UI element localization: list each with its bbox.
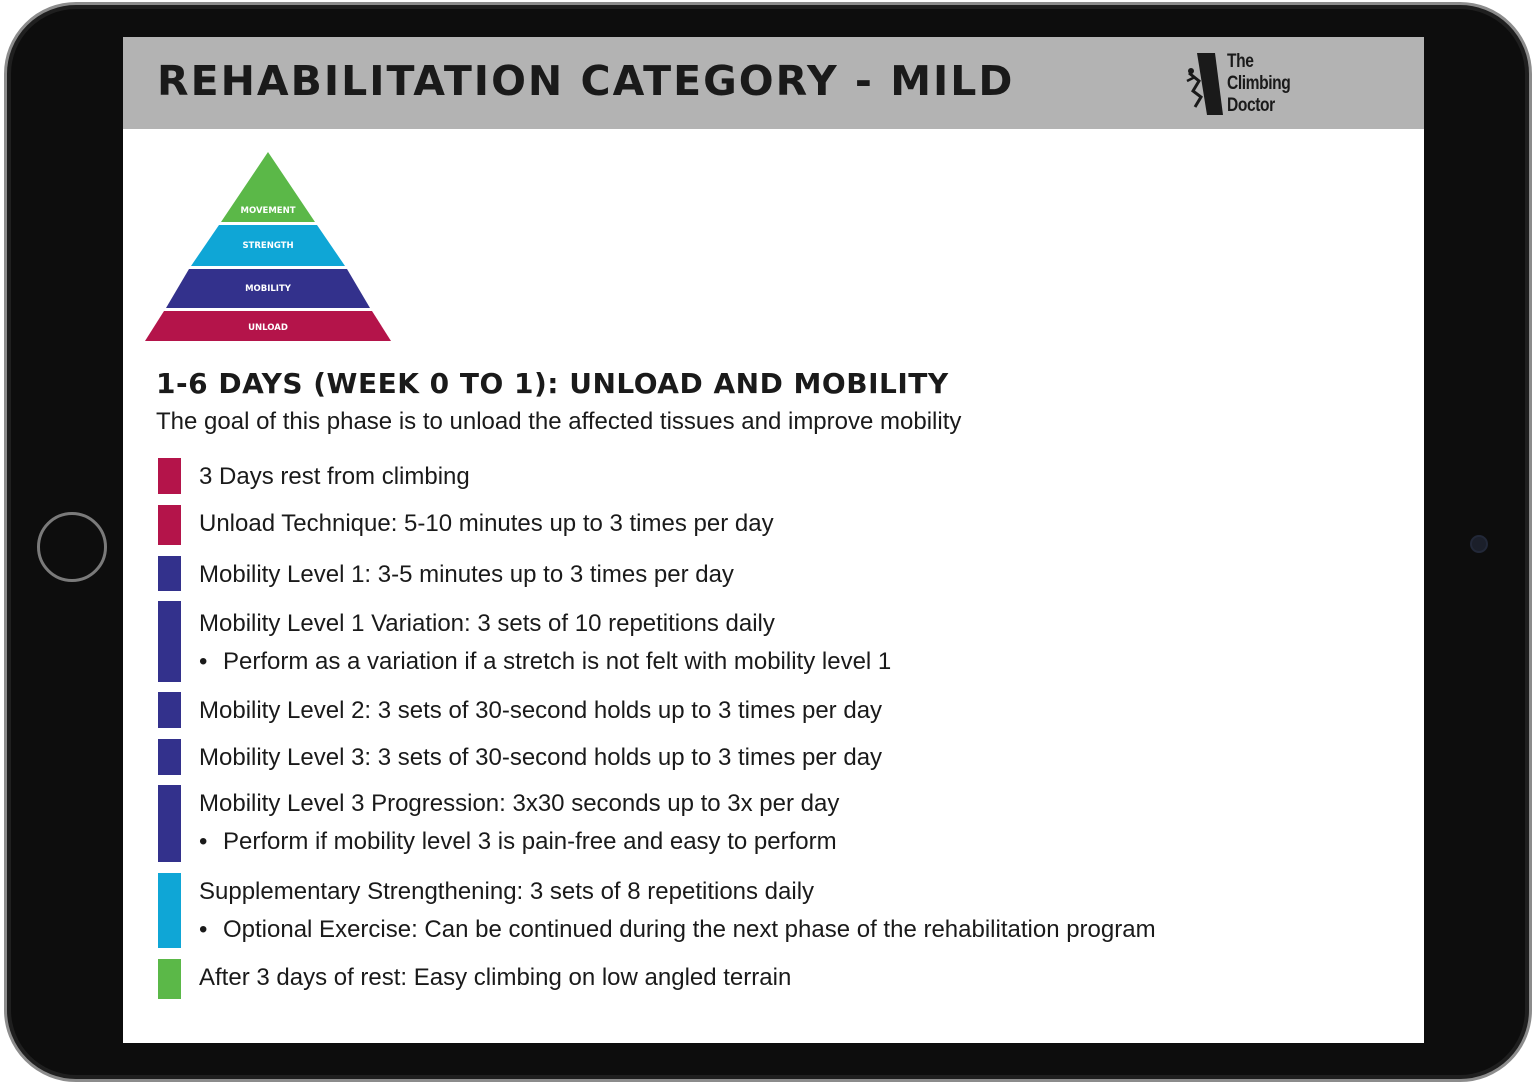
phase-goal: The goal of this phase is to unload the affected tissues and improve mobility [156,408,962,435]
item-text: Unload Technique: 5-10 minutes up to 3 times per day [199,510,774,537]
bullet-icon: • [199,828,208,855]
category-bar [158,873,181,948]
header-bar [123,37,1424,129]
category-bar [158,692,181,728]
category-bar [158,959,181,999]
item-text: Mobility Level 1 Variation: 3 sets of 10 repetitions daily [199,610,775,637]
pyramid-label-mobility: MOBILITY [245,284,291,294]
screen [123,37,1424,1043]
home-button[interactable] [37,512,107,582]
category-bar [158,556,181,591]
logo-line: Climbing [1227,73,1291,94]
phase-title: 1-6 DAYS (WEEK 0 TO 1): UNLOAD AND MOBILITY [156,367,949,400]
category-bar [158,505,181,545]
category-bar [158,785,181,862]
item-subpoint [199,915,1156,945]
category-bar [158,601,181,682]
logo-line: Doctor [1227,95,1275,116]
item-subpoint-text: Perform as a variation if a stretch is not felt with mobility level 1 [223,648,892,675]
bullet-icon: • [199,648,208,675]
item-subpoint-text: Optional Exercise: Can be continued during the next phase of the rehabilitation program [223,916,1156,943]
category-bar [158,458,181,494]
item-text: Mobility Level 1: 3-5 minutes up to 3 times per day [199,561,734,588]
rehab-pyramid [145,150,391,344]
item-subpoint-text: Perform if mobility level 3 is pain-free and easy to perform [223,828,837,855]
logo-text [1227,51,1290,117]
category-bar [158,739,181,775]
logo-line: The [1227,51,1254,72]
climbing-doctor-logo [1185,49,1305,119]
item-text: Supplementary Strengthening: 3 sets of 8 repetitions daily [199,878,815,905]
bullet-icon: • [199,916,208,943]
pyramid-label-strength: STRENGTH [242,241,294,251]
item-text: 3 Days rest from climbing [199,463,470,490]
camera-icon [1470,535,1488,553]
item-subpoint [199,647,891,677]
item-text: Mobility Level 2: 3 sets of 30-second holds up to 3 times per day [199,697,883,724]
climber-icon [1185,51,1225,117]
pyramid-label-unload: UNLOAD [248,323,288,333]
item-text: Mobility Level 3: 3 sets of 30-second holds up to 3 times per day [199,744,883,771]
page-title: REHABILITATION CATEGORY - MILD [157,57,1015,105]
item-text: Mobility Level 3 Progression: 3x30 seconds up to 3x per day [199,790,840,817]
item-text: After 3 days of rest: Easy climbing on low angled terrain [199,964,792,991]
pyramid-label-movement: MOVEMENT [240,206,296,216]
item-subpoint [199,827,837,857]
